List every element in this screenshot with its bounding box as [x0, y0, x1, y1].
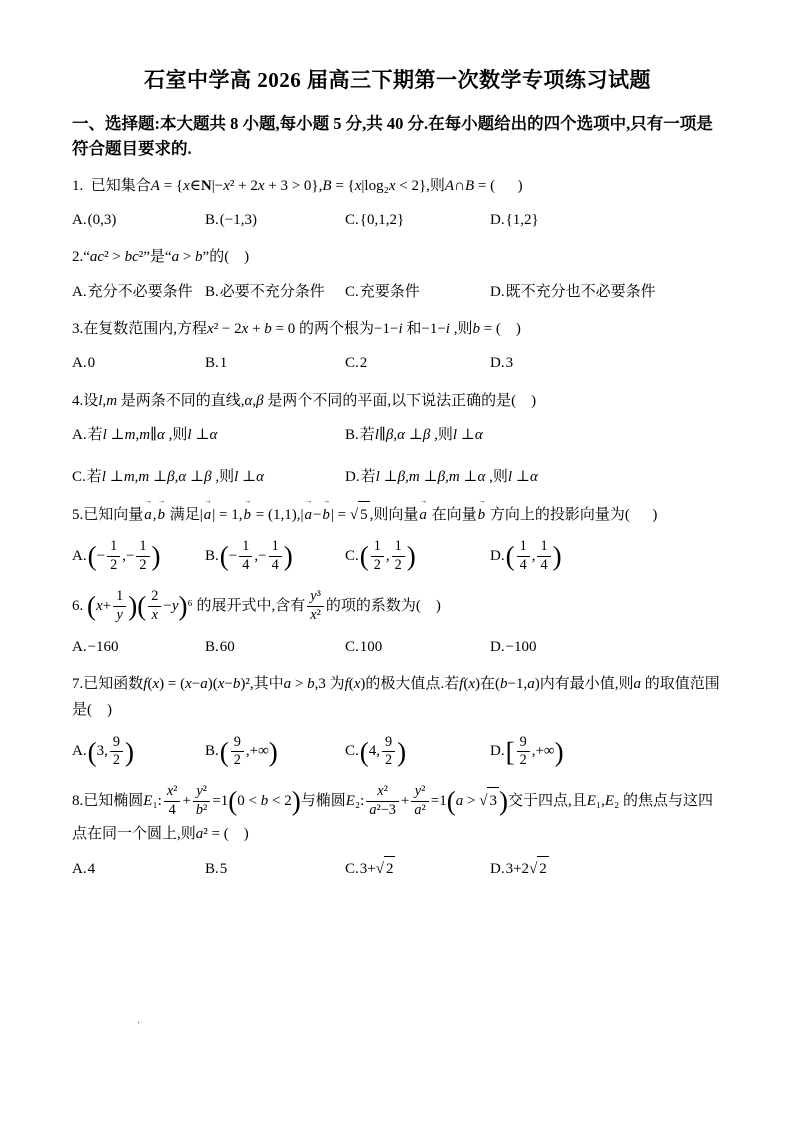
option-text: 5 [219, 860, 228, 877]
question-3-option-a [72, 351, 205, 377]
option-label: D. [490, 861, 505, 877]
question-5 [72, 496, 723, 576]
question-4-option-a [72, 423, 345, 449]
question-5-option-a [72, 537, 205, 576]
question-8-option-b [205, 857, 345, 883]
question-3-option-d [490, 351, 723, 377]
option-label: C. [345, 861, 359, 877]
option-text: {0,1,2} [359, 211, 405, 228]
option-text: ( $\frac{1}{4}$ , $\frac{1}{4}$ ) [505, 538, 562, 574]
question-8-option-d [490, 856, 723, 883]
option-label: A. [72, 355, 87, 372]
question-7-option-a [72, 733, 205, 772]
question-6-option-a [72, 635, 205, 661]
question-7 [72, 671, 723, 771]
option-label: B. [205, 743, 219, 760]
question-4-stem: 4.设l,m 是两条不同的直线,α,β 是两个不同的平面,以下说法正确的是( ) [72, 392, 537, 409]
question-4-option-d [345, 465, 723, 491]
question-6-option-b [205, 635, 345, 661]
option-text: 充要条件 [359, 283, 420, 300]
option-label: A. [72, 211, 87, 228]
question-7-options [72, 733, 723, 772]
option-text: 1 [219, 355, 228, 372]
question-4-option-b [345, 423, 723, 449]
question-4 [72, 388, 723, 490]
question-1-option-c [345, 208, 490, 234]
question-8-stem: 8.已知椭圆E₁: $\frac{\text{x²}}{4}$ + $\frac{\text{y²}}{\text{b²}}$ =1(0 < b < 2)与椭圆E₂: $\frac{\text{x²}}{\text{a²−3}}$ + $\frac{\text{y²}}{\text{a²}}$ =1(a > √ 3)交于四点,且E₁,E₂ 的焦点与这四点在同一个圆上,则a² = ( ) [72, 783, 714, 842]
option-text: 既不充分也不必要条件 [505, 283, 656, 300]
option-text: 若l∥β,α ⊥β ,则l ⊥α [359, 427, 483, 443]
question-2-option-c [345, 280, 490, 306]
option-label: C. [345, 638, 359, 655]
option-text: 60 [219, 638, 235, 655]
option-label: D. [490, 355, 505, 372]
option-label: C. [345, 355, 359, 372]
option-label: B. [205, 211, 219, 228]
question-2-option-a [72, 280, 205, 306]
option-text: (4, $\frac{9}{2}$ ) [359, 733, 407, 769]
question-7-stem: 7.已知函数f(x) = (x−a)(x−b)²,其中a > b,3 为f(x)的极大值点.若f(x)在(b−1,a)内有最小值,则a 的取值范围是( ) [72, 676, 720, 719]
option-label: B. [205, 548, 219, 564]
option-label: C. [345, 283, 359, 300]
option-label: D. [345, 468, 360, 485]
option-text: −160 [87, 638, 119, 655]
question-5-options [72, 537, 723, 576]
question-2-option-d [490, 280, 723, 306]
question-5-option-d [490, 537, 723, 576]
option-text: (− $\frac{1}{2}$ ,− $\frac{1}{2}$ ) [87, 538, 161, 574]
option-label: D. [490, 743, 505, 760]
question-3-stem: 3.在复数范围内,方程x² − 2x + b = 0 的两个根为−1−i 和−1−i ,则b = ( ) [72, 321, 521, 337]
question-1-options [72, 208, 723, 234]
option-text: ( $\frac{1}{2}$ , $\frac{1}{2}$ ) [359, 538, 416, 574]
question-3-option-b [205, 351, 345, 377]
option-text: (0,3) [87, 211, 117, 228]
option-text: 3+2√ 2 [506, 861, 549, 877]
option-label: C. [345, 211, 359, 228]
question-8 [72, 782, 723, 882]
option-text: 若l ⊥m,m∥α ,则l ⊥α [87, 427, 218, 443]
question-1-option-b [205, 208, 345, 234]
option-label: A. [72, 548, 87, 564]
option-text: [ $\frac{9}{2}$ ,+∞) [505, 733, 564, 769]
option-text: ( $\frac{9}{2}$ ,+∞) [219, 733, 278, 769]
option-text: (−1,3) [219, 211, 257, 228]
option-label: D. [490, 283, 505, 300]
option-text: 100 [359, 638, 383, 655]
question-6-options [72, 635, 723, 661]
question-3 [72, 316, 723, 377]
option-label: A. [72, 860, 87, 877]
question-7-option-b [205, 733, 345, 772]
option-label: B. [205, 355, 219, 372]
option-label: B. [205, 860, 219, 877]
option-label: D. [490, 548, 505, 564]
question-6-option-c [345, 635, 490, 661]
option-text: 2 [359, 355, 368, 372]
option-label: C. [345, 743, 359, 760]
option-text: −100 [505, 638, 537, 655]
question-8-options [72, 856, 723, 883]
option-text: 若l ⊥β,m ⊥β,m ⊥α ,则l ⊥α [360, 468, 538, 485]
question-3-option-c [345, 351, 490, 377]
section-heading: 一、选择题:本大题共 8 小题,每小题 5 分,共 40 分.在每小题给出的四个选项中,只有一项是符合题目要求的. [72, 114, 713, 158]
option-label: B. [345, 427, 359, 443]
question-4-option-c [72, 465, 345, 491]
option-text: (3, $\frac{9}{2}$ ) [87, 733, 134, 769]
question-5-option-c [345, 537, 490, 576]
question-5-option-b [205, 537, 345, 576]
option-label: C. [72, 468, 86, 485]
question-4-options [72, 423, 723, 490]
option-text: 若l ⊥m,m ⊥β,α ⊥β ,则l ⊥α [86, 468, 264, 485]
option-text: 0 [87, 355, 96, 372]
question-6-stem: 6. (x+ $\frac{1}{y}$ )( $\frac{2}{x}$ −y)⁶ 的展开式中,含有 $\frac{\text{y³}}{\text{x²}}$ 的项的系数为( ) [72, 587, 441, 623]
question-1 [72, 173, 723, 234]
question-2-option-b [205, 280, 345, 306]
question-3-options [72, 351, 723, 377]
stray-mark: ' [138, 1020, 140, 1030]
option-label: A. [72, 638, 87, 655]
option-label: B. [205, 283, 219, 300]
option-text: 3+√ 2 [360, 861, 396, 877]
page-title: 石室中学高 2026 届高三下期第一次数学专项练习试题 [144, 68, 651, 92]
question-1-option-a [72, 208, 205, 234]
question-1-option-d [490, 208, 723, 234]
question-6 [72, 587, 723, 660]
option-text: {1,2} [505, 211, 539, 228]
question-2 [72, 244, 723, 305]
option-label: D. [490, 211, 505, 228]
option-label: A. [72, 283, 87, 300]
option-text: 3 [505, 355, 514, 372]
option-label: C. [345, 548, 359, 564]
question-8-option-c [345, 856, 490, 883]
option-text: (− $\frac{1}{4}$ ,− $\frac{1}{4}$ ) [219, 538, 293, 574]
question-6-option-d [490, 635, 723, 661]
option-label: B. [205, 638, 219, 655]
question-7-option-c [345, 733, 490, 772]
question-1-stem: 1. 已知集合A = {x∈N|−x² + 2x + 3 > 0},B = {x|log₂x < 2},则A∩B = ( ) [72, 177, 523, 194]
option-text: 必要不充分条件 [219, 283, 325, 300]
question-2-stem: 2.“ac² > bc²”是“a > b”的( ) [72, 249, 250, 266]
option-label: D. [490, 638, 505, 655]
question-8-option-a [72, 857, 205, 883]
option-label: A. [72, 743, 87, 760]
question-7-option-d [490, 733, 723, 772]
option-text: 充分不必要条件 [87, 283, 193, 300]
option-label: A. [72, 427, 87, 443]
question-5-stem: 5.已知向量 → a, → b 满足| → a| = 1, → b = (1,1),| → a− → b| = √ 5 ,则向量 → a 在向量 → b 方向上的投影向量为( ) [72, 501, 723, 528]
question-2-options [72, 280, 723, 306]
option-text: 4 [87, 860, 96, 877]
